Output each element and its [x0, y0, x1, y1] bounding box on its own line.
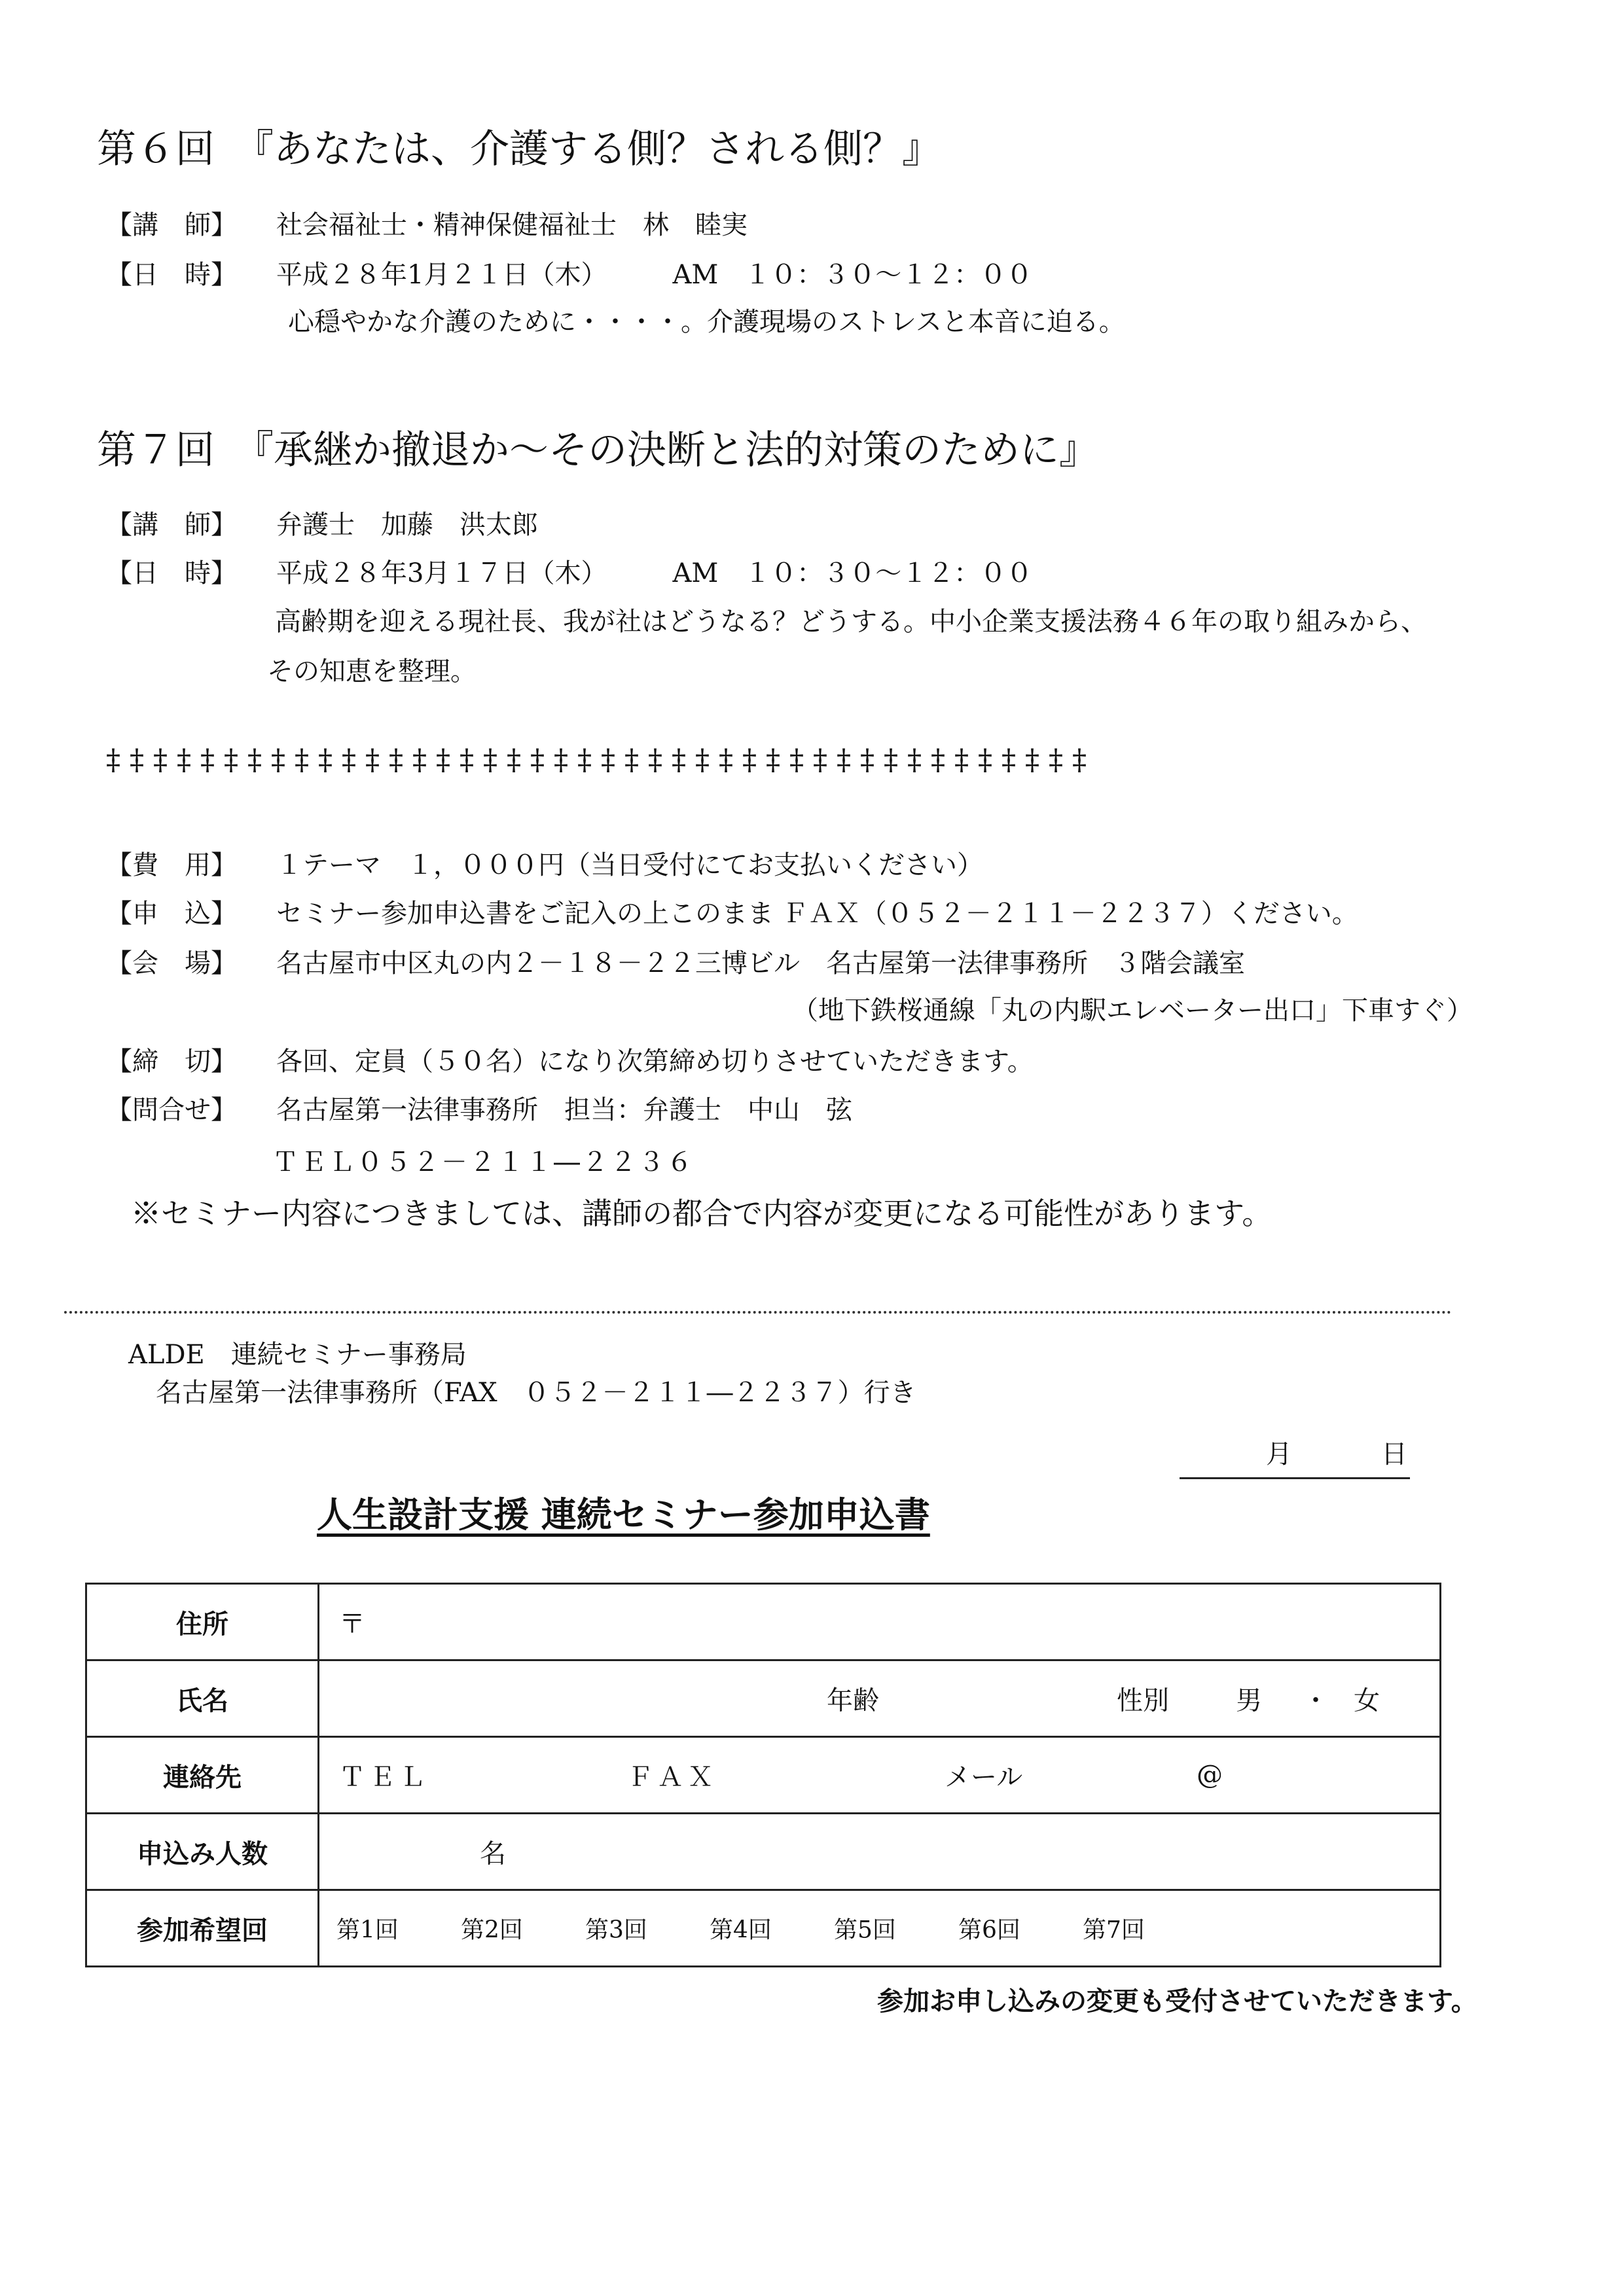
venue-value: 名古屋市中区丸の内２－１８－２２三博ビル 名古屋第一法律事務所 ３階会議室 [276, 948, 1245, 978]
form-month: 月 [1266, 1439, 1292, 1469]
form-title: 人生設計支援 連続セミナー参加申込書 [317, 1494, 930, 1535]
venue-row [106, 942, 1245, 980]
session-option-3[interactable]: 第3回 [585, 1916, 647, 1944]
deadline-row [106, 1041, 1034, 1078]
session7-date: 平成２８年3月１７日（木） AM １０：３０～１２：００ [276, 558, 1033, 588]
session7-description-line1: 高齢期を迎える現社長、我が社はどうなる？どうする。中小企業支援法務４６年の取り組みから、 [275, 607, 1427, 637]
contact-tel: ＴＥＬ０５２－２１１―２２３６ [272, 1147, 695, 1177]
apply-value: セミナー参加申込書をご記入の上このまま ＦＡＸ（０５２－２１１－２２３７）ください。 [276, 899, 1358, 929]
contact-info-label: 連絡先 [86, 1737, 319, 1814]
contact-info-field[interactable] [319, 1737, 1441, 1814]
fee-value: １テーマ １，０００円（当日受付にてお支払いください） [276, 850, 983, 880]
date-underline [1180, 1477, 1410, 1479]
session-option-6[interactable]: 第6回 [958, 1916, 1020, 1944]
name-label: 氏名 [86, 1660, 319, 1737]
session6-lecturer-row [106, 204, 748, 242]
session-option-5[interactable]: 第5回 [834, 1916, 896, 1944]
name-row [86, 1660, 1441, 1737]
gender-female-option[interactable]: 女 [1354, 1685, 1380, 1716]
fax-label: ＦＡＸ [627, 1762, 717, 1793]
age-label: 年齢 [827, 1685, 879, 1716]
contact-row [106, 1089, 852, 1126]
session-option-7[interactable]: 第7回 [1083, 1916, 1145, 1944]
gender-male-option[interactable]: 男 [1236, 1685, 1262, 1716]
at-sign: @ [1197, 1760, 1223, 1790]
venue-label: 【会 場】 [106, 948, 237, 978]
session7-description-line2: その知恵を整理。 [267, 656, 477, 687]
mail-label: メール [945, 1762, 1023, 1793]
address-row [86, 1584, 1441, 1660]
notice-text: ※セミナー内容につきましては、講師の都合で内容が変更になる可能性があります。 [131, 1196, 1272, 1231]
form-fax-to: 名古屋第一法律事務所（FAX ０５２－２１１―２２３７）行き [156, 1378, 916, 1408]
contact-info-row [86, 1737, 1441, 1814]
postal-mark: 〒 [339, 1609, 365, 1640]
venue-note: （地下鉄桜通線「丸の内駅エレベーター出口」下車すぐ） [792, 996, 1473, 1026]
session7-lecturer-row [106, 504, 538, 541]
application-form-table [85, 1583, 1441, 1967]
address-field[interactable] [319, 1584, 1441, 1660]
address-label: 住所 [86, 1584, 319, 1660]
name-field[interactable] [319, 1660, 1441, 1737]
count-unit: 名 [480, 1839, 506, 1869]
sessions-field [319, 1890, 1441, 1967]
deadline-value: 各回、定員（５０名）になり次第締め切りさせていただきます。 [276, 1047, 1034, 1077]
session7-title: 第７回 『承継か撤退か～その決断と法的対策のために』 [97, 427, 1098, 473]
deadline-label: 【締 切】 [106, 1047, 237, 1077]
session6-title: 第６回 『あなたは、介護する側？される側？』 [97, 126, 941, 172]
session-option-2[interactable]: 第2回 [461, 1916, 523, 1944]
gender-separator: ・ [1303, 1685, 1329, 1716]
fee-label: 【費 用】 [106, 850, 237, 880]
apply-row [106, 893, 1358, 930]
session6-description: 心穏やかな介護のために・・・・。介護現場のストレスと本音に迫る。 [288, 307, 1125, 337]
form-office: ALDE 連続セミナー事務局 [128, 1340, 467, 1370]
session6-date: 平成２８年1月２１日（木） AM １０：３０～１２：００ [276, 260, 1033, 290]
count-field[interactable] [319, 1814, 1441, 1890]
form-footer-note: 参加お申し込みの変更も受付させていただきます。 [877, 1986, 1477, 2017]
session7-lecturer-label: 【講 師】 [106, 510, 237, 540]
contact-label: 【問合せ】 [106, 1095, 237, 1125]
tel-label: ＴＥＬ [339, 1762, 429, 1793]
apply-label: 【申 込】 [106, 899, 237, 929]
session6-lecturer-label: 【講 師】 [106, 210, 237, 240]
contact-value: 名古屋第一法律事務所 担当：弁護士 中山 弦 [276, 1095, 852, 1125]
session7-date-label: 【日 時】 [106, 558, 237, 588]
session-option-1[interactable]: 第1回 [336, 1916, 399, 1944]
session6-date-row [106, 254, 1032, 291]
fee-row [106, 844, 983, 882]
session7-date-row [106, 552, 1032, 590]
sessions-label: 参加希望回 [86, 1890, 319, 1967]
count-row [86, 1814, 1441, 1890]
cut-line [64, 1311, 1452, 1314]
form-day: 日 [1381, 1439, 1407, 1469]
ornament-divider: ‡‡‡‡‡‡‡‡‡‡‡‡‡‡‡‡‡‡‡‡‡‡‡‡‡‡‡‡‡‡‡‡‡‡‡‡‡‡‡‡‡‡ [106, 744, 1096, 777]
sessions-row [86, 1890, 1441, 1967]
session-option-4[interactable]: 第4回 [710, 1916, 772, 1944]
session7-lecturer: 弁護士 加藤 洪太郎 [276, 510, 538, 540]
session6-date-label: 【日 時】 [106, 260, 237, 290]
count-label: 申込み人数 [86, 1814, 319, 1890]
session6-lecturer: 社会福祉士・精神保健福祉士 林 睦実 [276, 210, 748, 240]
gender-label: 性別 [1117, 1685, 1169, 1716]
